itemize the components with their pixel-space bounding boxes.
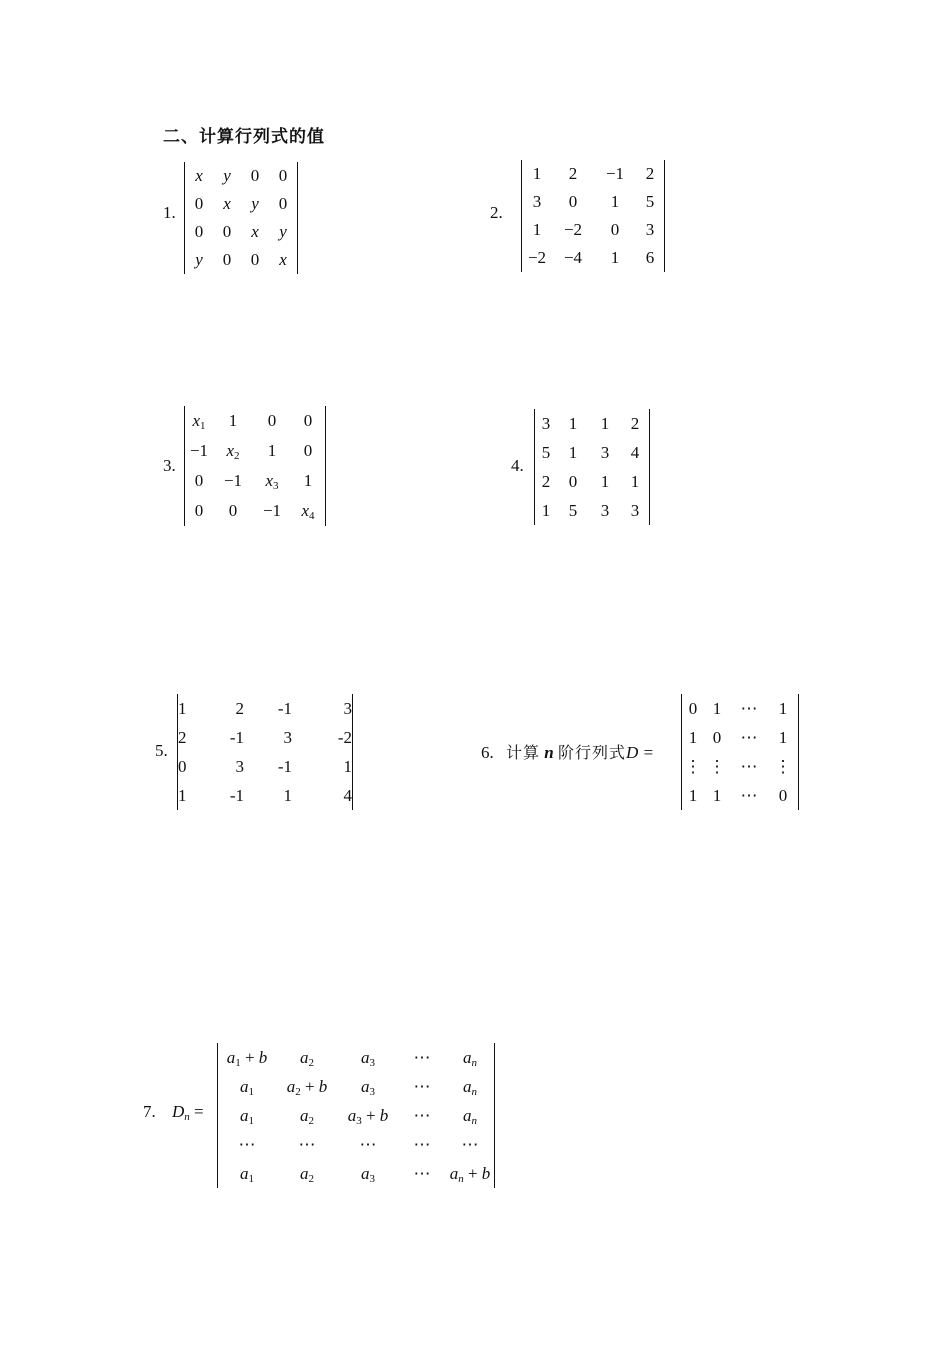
matrix-cell: 0 [303, 411, 313, 430]
matrix-row [522, 216, 664, 244]
matrix-cell: 1 [228, 411, 238, 430]
matrix-row [185, 218, 297, 246]
matrix-cell: −1 [189, 441, 209, 460]
matrix-cell: 1 [343, 757, 352, 776]
matrix-cell: 1 [630, 472, 640, 491]
matrix-cell: 1 [712, 786, 722, 805]
matrix-cell: $x_1$ [192, 411, 206, 432]
matrix-cell: 3 [532, 192, 542, 211]
matrix-cell: 1 [688, 786, 698, 805]
matrix-cell: 1 [303, 471, 313, 490]
matrix-cell: ⋮ [708, 757, 726, 776]
matrix-cell: 2 [541, 472, 551, 491]
matrix-cell: $a_3$ [361, 1077, 375, 1098]
matrix-cell: $a_3$ [361, 1048, 375, 1069]
matrix-cell: $x_4$ [301, 501, 315, 522]
matrix-row [185, 496, 325, 526]
matrix-row [682, 723, 798, 752]
problem-7-determinant [217, 1043, 495, 1188]
matrix-row [535, 496, 649, 525]
section-heading: 二、计算行列式的值 [163, 127, 325, 147]
matrix-cell: ⋯ [359, 1135, 377, 1154]
matrix-cell: $a_1$ [240, 1106, 254, 1127]
matrix-cell: $a_n$ [463, 1048, 477, 1069]
matrix-row [178, 752, 352, 781]
problem-3-number: 3. [163, 456, 176, 475]
matrix-cell: ⋯ [413, 1164, 431, 1183]
matrix-row [535, 438, 649, 467]
problem-7-lhs-var: D [172, 1102, 185, 1121]
matrix-cell: 2 [645, 164, 655, 183]
matrix-cell: ⋯ [238, 1135, 256, 1154]
matrix-cell: ⋯ [413, 1048, 431, 1067]
matrix-cell: −2 [527, 248, 547, 267]
matrix-row [178, 781, 352, 810]
matrix-cell: −1 [262, 501, 282, 520]
matrix-cell: 3 [541, 414, 551, 433]
matrix-row [185, 406, 325, 436]
matrix-cell: $a_2$ [300, 1106, 314, 1127]
matrix-cell: 0 [228, 501, 238, 520]
matrix-cell: 0 [250, 250, 260, 269]
matrix-row [535, 467, 649, 496]
problem-1-determinant [184, 162, 298, 274]
problem-6-lhs: D = [626, 743, 654, 762]
matrix-cell: 4 [630, 443, 640, 462]
matrix-row [535, 409, 649, 438]
problem-2-determinant [521, 160, 665, 272]
problem-1-number: 1. [163, 203, 176, 222]
problem-7-lhs-sub: n [184, 1111, 190, 1123]
problem-2-number: 2. [490, 203, 503, 222]
matrix-cell: ⋮ [684, 757, 702, 776]
matrix-cell: 3 [630, 501, 640, 520]
problem-4-number: 4. [511, 456, 524, 475]
matrix-cell: y [195, 250, 203, 269]
matrix-cell: 1 [532, 220, 542, 239]
matrix-cell: 0 [712, 728, 722, 747]
problem-6-number: 6. [481, 743, 494, 762]
matrix-cell: −2 [563, 220, 583, 239]
matrix-cell: -2 [337, 728, 352, 747]
matrix-cell: 0 [194, 471, 204, 490]
matrix-cell: 0 [222, 222, 232, 241]
matrix-cell: 0 [267, 411, 277, 430]
matrix-cell: 1 [532, 164, 542, 183]
matrix-cell: 3 [645, 220, 655, 239]
matrix-cell: y [223, 166, 231, 185]
problem-4-determinant [534, 409, 650, 525]
matrix-cell: $a_2$ [300, 1048, 314, 1069]
problem-5-number: 5. [155, 741, 168, 760]
matrix-row [185, 246, 297, 274]
matrix-cell: ⋮ [774, 757, 792, 776]
problem-6-text-before: 计算 [506, 743, 541, 762]
matrix-cell: x [251, 222, 259, 241]
matrix-cell: 0 [250, 166, 260, 185]
matrix-cell: ⋯ [461, 1135, 479, 1154]
matrix-cell: $a_1$ [240, 1164, 254, 1185]
matrix-row [522, 160, 664, 188]
matrix-row [682, 694, 798, 723]
matrix-cell: 1 [283, 786, 292, 805]
matrix-row [185, 190, 297, 218]
matrix-cell: y [251, 194, 259, 213]
matrix-cell: 1 [778, 728, 788, 747]
matrix-cell: -1 [277, 699, 292, 718]
matrix-cell: -1 [229, 786, 244, 805]
matrix-cell: 5 [645, 192, 655, 211]
matrix-cell: 3 [235, 757, 244, 776]
matrix-cell: $a_2$ [300, 1164, 314, 1185]
matrix-cell: 0 [778, 786, 788, 805]
matrix-row [178, 723, 352, 752]
problem-6-determinant [681, 694, 799, 810]
matrix-row [218, 1101, 494, 1130]
problem-6-text-after: 阶行列式 [557, 743, 626, 762]
problem-7-statement [143, 1102, 204, 1122]
matrix-cell: 0 [568, 192, 578, 211]
matrix-cell: x [279, 250, 287, 269]
matrix-cell: −1 [605, 164, 625, 183]
matrix-cell: 2 [178, 728, 187, 747]
problem-6-var-n: n [544, 743, 554, 762]
matrix-cell: ⋯ [740, 728, 758, 747]
matrix-cell: 0 [568, 472, 578, 491]
matrix-row [185, 466, 325, 496]
matrix-cell: 5 [568, 501, 578, 520]
matrix-cell: 0 [278, 166, 288, 185]
matrix-row [522, 188, 664, 216]
matrix-cell: ⋯ [413, 1077, 431, 1096]
matrix-cell: 2 [630, 414, 640, 433]
matrix-cell: 3 [343, 699, 352, 718]
matrix-cell: 0 [194, 501, 204, 520]
matrix-cell: x [223, 194, 231, 213]
matrix-cell: 3 [283, 728, 292, 747]
matrix-cell: ⋯ [740, 757, 758, 776]
matrix-cell: 0 [194, 194, 204, 213]
matrix-cell: $x_3$ [265, 471, 279, 492]
matrix-cell: 1 [541, 501, 551, 520]
matrix-cell: 1 [610, 192, 620, 211]
matrix-row [178, 694, 352, 723]
matrix-cell: $a_n + b$ [449, 1164, 491, 1185]
matrix-cell: 0 [688, 699, 698, 718]
matrix-cell: -1 [277, 757, 292, 776]
matrix-cell: 4 [343, 786, 352, 805]
matrix-cell: 0 [178, 757, 187, 776]
matrix-row [185, 436, 325, 466]
matrix-cell: 1 [267, 441, 277, 460]
matrix-cell: 1 [688, 728, 698, 747]
matrix-cell: 0 [194, 222, 204, 241]
matrix-cell: 1 [568, 414, 578, 433]
matrix-cell: $x_2$ [226, 441, 240, 462]
matrix-cell: 0 [303, 441, 313, 460]
matrix-cell: 2 [568, 164, 578, 183]
matrix-cell: 1 [712, 699, 722, 718]
matrix-row [522, 244, 664, 272]
matrix-cell: 3 [600, 443, 610, 462]
matrix-cell: 3 [600, 501, 610, 520]
matrix-cell: 1 [778, 699, 788, 718]
matrix-cell: $a_3$ [361, 1164, 375, 1185]
matrix-cell: $a_3 + b$ [347, 1106, 389, 1127]
matrix-cell: 1 [178, 786, 187, 805]
matrix-cell: −1 [223, 471, 243, 490]
matrix-cell: ⋯ [413, 1135, 431, 1154]
problem-5-determinant [177, 694, 353, 810]
matrix-row [218, 1043, 494, 1072]
matrix-cell: $a_2 + b$ [286, 1077, 328, 1098]
matrix-cell: 5 [541, 443, 551, 462]
matrix-cell: 0 [278, 194, 288, 213]
matrix-cell: $a_1$ [240, 1077, 254, 1098]
problem-7-number: 7. [143, 1102, 156, 1121]
matrix-cell: $a_n$ [463, 1077, 477, 1098]
matrix-cell: x [195, 166, 203, 185]
matrix-cell: 0 [610, 220, 620, 239]
matrix-row [218, 1159, 494, 1188]
problem-6-statement [481, 740, 654, 763]
matrix-cell: −4 [563, 248, 583, 267]
problem-7-lhs-eq: = [194, 1102, 204, 1121]
matrix-cell: ⋯ [298, 1135, 316, 1154]
matrix-cell: -1 [229, 728, 244, 747]
matrix-cell: 1 [610, 248, 620, 267]
matrix-cell: 6 [645, 248, 655, 267]
matrix-cell: 2 [235, 699, 244, 718]
matrix-cell: $a_n$ [463, 1106, 477, 1127]
matrix-cell: 1 [568, 443, 578, 462]
matrix-cell: y [279, 222, 287, 241]
matrix-row [218, 1130, 494, 1159]
matrix-cell: ⋯ [740, 786, 758, 805]
matrix-row [682, 781, 798, 810]
matrix-row [218, 1072, 494, 1101]
matrix-cell: $a_1 + b$ [226, 1048, 268, 1069]
matrix-row [185, 162, 297, 190]
matrix-cell: 0 [222, 250, 232, 269]
matrix-cell: 1 [600, 472, 610, 491]
problem-3-determinant [184, 406, 326, 526]
matrix-cell: 1 [600, 414, 610, 433]
matrix-cell: 1 [178, 699, 187, 718]
matrix-cell: ⋯ [740, 699, 758, 718]
matrix-row [682, 752, 798, 781]
matrix-cell: ⋯ [413, 1106, 431, 1125]
